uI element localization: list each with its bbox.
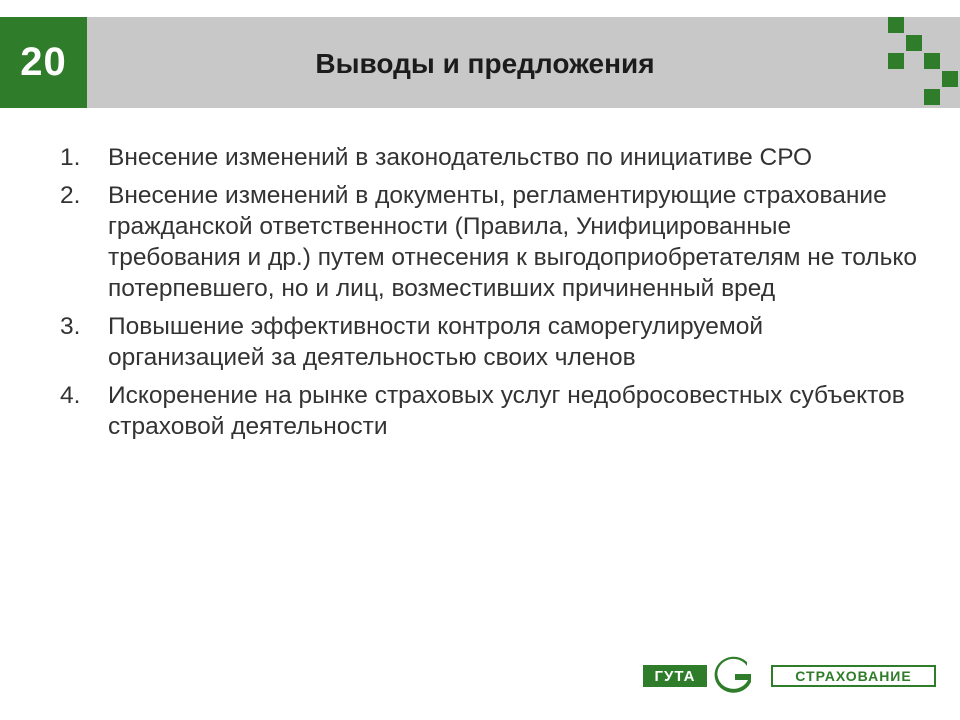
list-item: [60, 142, 920, 173]
list-item: [60, 180, 920, 304]
list-item-text: Внесение изменений в документы, регламентирующие страхование гражданской ответственности (Правила, Унифицированные требования и др.) путем отнесения к выгодоприобретателям не только потерпевшего, но и лиц, возместивших причиненный вред: [108, 182, 917, 302]
list-item-text: Искоренение на рынке страховых услуг недобросовестных субъектов страховой деятельности: [108, 382, 905, 440]
list-item: [60, 311, 920, 373]
list-item-text: Повышение эффективности контроля саморегулируемой организацией за деятельностью своих членов: [108, 313, 764, 371]
slide-title: Выводы и предложения: [315, 48, 655, 79]
content: [60, 142, 920, 449]
logo-left-text: ГУТА: [643, 665, 707, 687]
list-item-number: 1.: [60, 144, 81, 171]
logo-right-text: СТРАХОВАНИЕ: [771, 665, 936, 687]
list-item-number: 4.: [60, 382, 81, 409]
company-logo: [643, 654, 939, 696]
list-item-number: 2.: [60, 182, 81, 209]
list-item-text: Внесение изменений в законодательство по инициативе СРО: [108, 144, 813, 171]
points-list: [60, 142, 920, 442]
logo-g-icon: [711, 656, 753, 694]
slide-number: 20: [20, 40, 67, 84]
list-item: [60, 380, 920, 442]
list-item-number: 3.: [60, 313, 81, 340]
